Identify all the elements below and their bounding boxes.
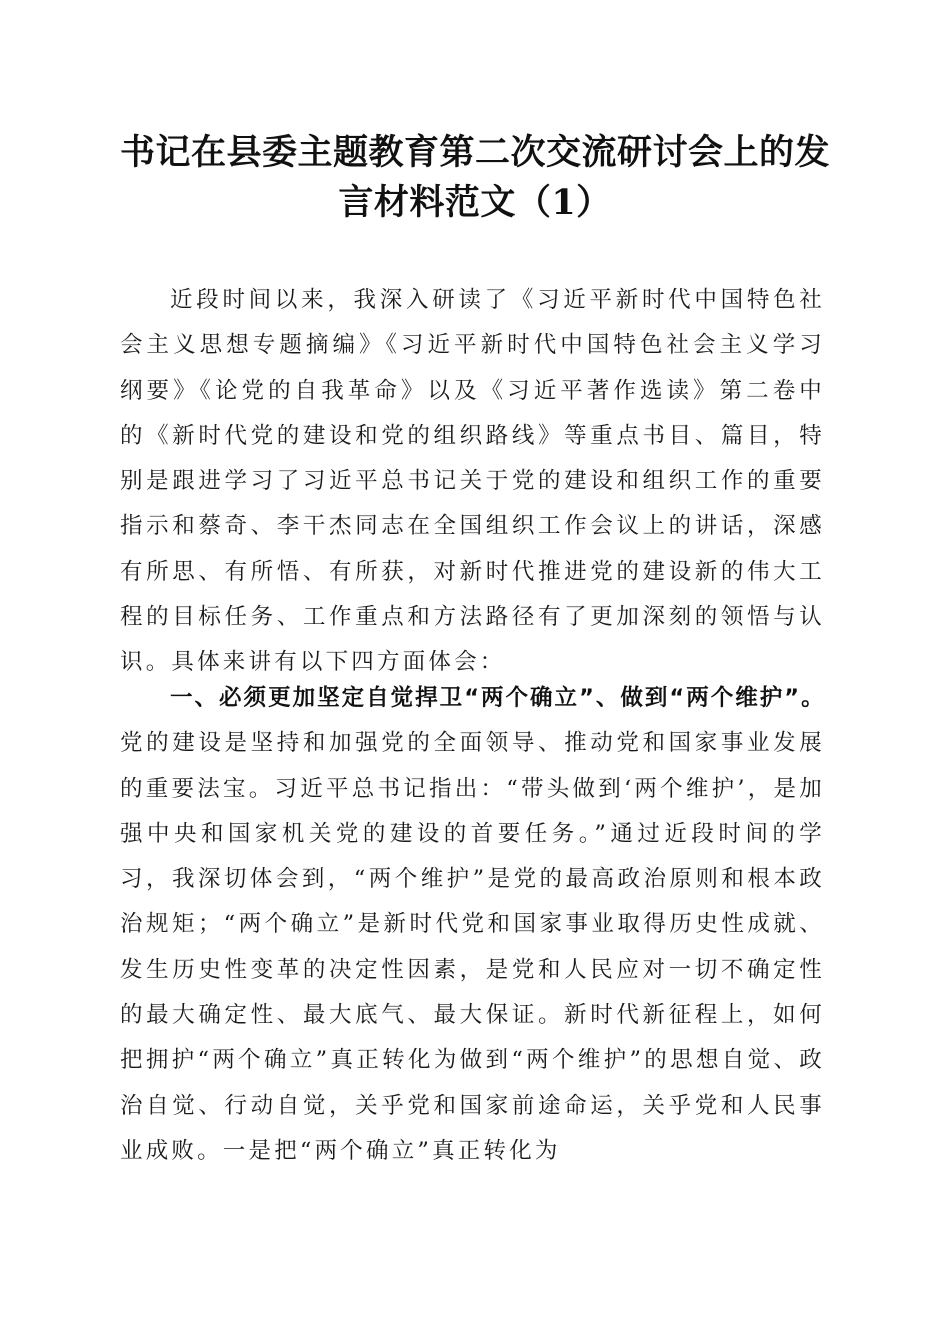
document-title: 书记在县委主题教育第二次交流研讨会上的发言材料范文（1） — [119, 132, 830, 223]
paragraph-section-1 — [120, 676, 825, 1174]
section-heading: 一、必须更加坚定自觉捍卫“两个确立”、做到“两个维护”。 — [170, 685, 825, 711]
section-body: 党的建设是坚持和加强党的全面领导、推动党和国家事业发展的重要法宝。习近平总书记指出：“带头做到‘两个维护’，是加强中央和国家机关党的建设的首要任务。”通过近段时间的学习，我深切体会到，“两个维护”是党的最高政治原则和根本政治规矩；“两个确立”是新时代党和国家事业取得历史性成就、发生历史性变革的决定性因素，是党和人民应对一切不确定性的最大确定性、最大底气、最大保证。新时代新征程上，如何把拥护“两个确立”真正转化为做到“两个维护”的思想自觉、政治自觉、行动自觉，关乎党和国家前途命运，关乎党和人民事业成败。一是把“两个确立”真正转化为 — [120, 730, 825, 1164]
paragraph-intro: 近段时间以来，我深入研读了《习近平新时代中国特色社会主义思想专题摘编》《习近平新时代中国特色社会主义学习纲要》《论党的自我革命》以及《习近平著作选读》第二卷中的《新时代党的建设和党的组织路线》等重点书目、篇目，特别是跟进学习了习近平总书记关于党的建设和组织工作的重要指示和蔡奇、李干杰同志在全国组织工作会议上的讲话，深感有所思、有所悟、有所获，对新时代推进党的建设新的伟大工程的目标任务、工作重点和方法路径有了更加深刻的领悟与认识。具体来讲有以下四方面体会： — [120, 287, 825, 676]
